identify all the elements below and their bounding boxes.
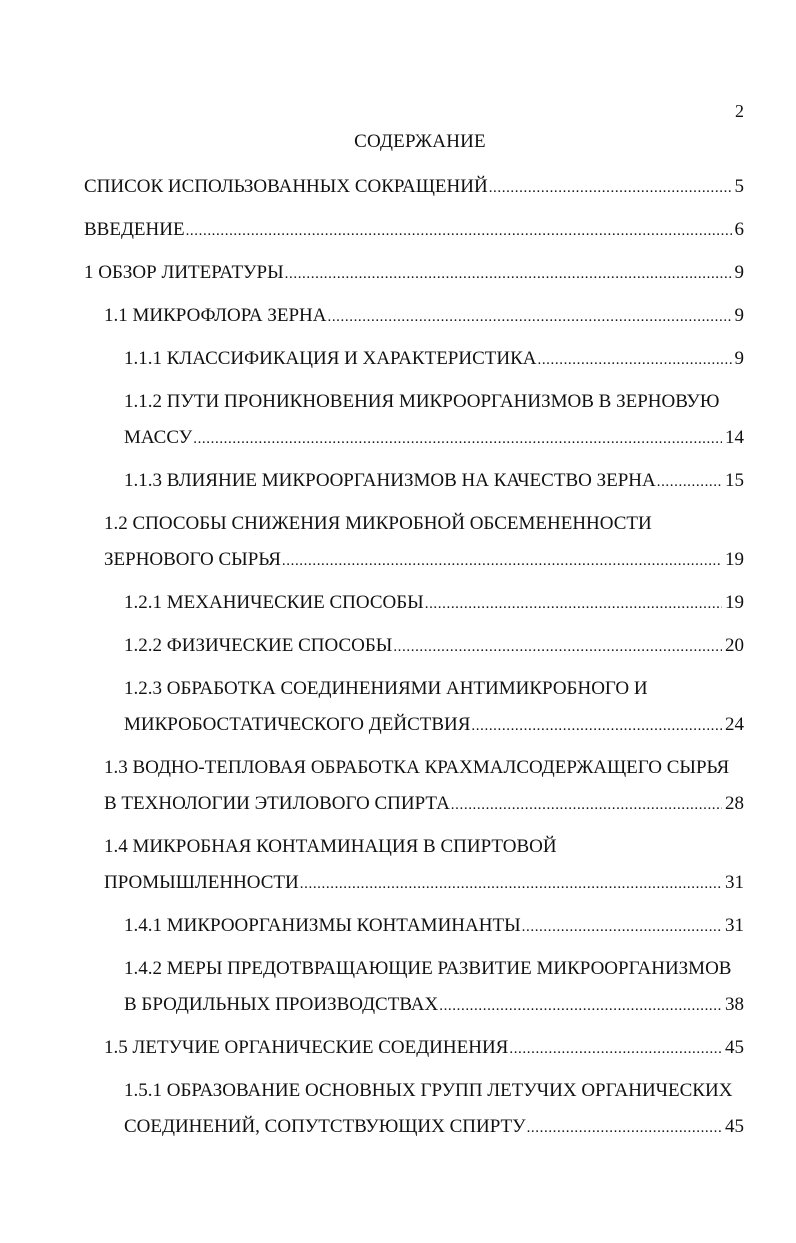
- toc-entry-label: 1.1.1 КЛАССИФИКАЦИЯ И ХАРАКТЕРИСТИКА: [124, 348, 537, 369]
- toc-leader-dots: [425, 593, 722, 615]
- toc-entry-label-line1: 1.2 СПОСОБЫ СНИЖЕНИЯ МИКРОБНОЙ ОБСЕМЕНЕННОСТИ: [104, 513, 652, 534]
- toc-entry-page: 14: [725, 427, 744, 448]
- toc-leader-dots: [522, 916, 722, 938]
- toc-entry-page: 24: [725, 714, 744, 735]
- toc-title: СОДЕРЖАНИЕ: [354, 131, 486, 152]
- toc-leader-dots: [489, 177, 732, 199]
- toc-leader-dots: [527, 1117, 722, 1139]
- toc-entry-label: В БРОДИЛЬНЫХ ПРОИЗВОДСТВАХ: [124, 994, 439, 1015]
- toc-leader-dots: [509, 1038, 722, 1060]
- toc-entry-label: 1.4.1 МИКРООРГАНИЗМЫ КОНТАМИНАНТЫ: [124, 915, 521, 936]
- toc-entry-label: МАССУ: [124, 427, 193, 448]
- toc-entry: [104, 872, 744, 895]
- toc-entry-label-line1: 1.4.2 МЕРЫ ПРЕДОТВРАЩАЮЩИЕ РАЗВИТИЕ МИКРООРГАНИЗМОВ: [124, 958, 732, 979]
- toc-entry: [124, 348, 744, 371]
- toc-entry-page: 9: [734, 305, 744, 326]
- toc-entry-page: 20: [725, 635, 744, 656]
- toc-entry-label-line1: 1.1.2 ПУТИ ПРОНИКНОВЕНИЯ МИКРООРГАНИЗМОВ В ЗЕРНОВУЮ: [124, 391, 720, 412]
- toc-entry: [84, 262, 744, 285]
- toc-entry-label: 1.2.1 МЕХАНИЧЕСКИЕ СПОСОБЫ: [124, 592, 424, 613]
- toc-entry-label-line1: 1.5.1 ОБРАЗОВАНИЕ ОСНОВНЫХ ГРУПП ЛЕТУЧИХ ОРГАНИЧЕСКИХ: [124, 1080, 733, 1101]
- toc-entry-page: 9: [734, 262, 744, 283]
- toc-entry-label-line1: 1.3 ВОДНО-ТЕПЛОВАЯ ОБРАБОТКА КРАХМАЛСОДЕРЖАЩЕГО СЫРЬЯ: [104, 757, 730, 778]
- toc-entry: [124, 714, 744, 737]
- toc-leader-dots: [657, 471, 722, 493]
- toc-entry-page: 5: [734, 176, 744, 197]
- toc-entry: [104, 549, 744, 572]
- page-number: 2: [735, 101, 744, 121]
- toc-entry-page: 28: [725, 793, 744, 814]
- toc-entry-page: 6: [734, 219, 744, 240]
- toc-entry: [124, 470, 744, 493]
- toc-leader-dots: [439, 995, 722, 1017]
- toc-entry: [84, 219, 744, 242]
- toc-entry-label: В ТЕХНОЛОГИИ ЭТИЛОВОГО СПИРТА: [104, 793, 450, 814]
- toc-entry-label-line1: 1.2.3 ОБРАБОТКА СОЕДИНЕНИЯМИ АНТИМИКРОБНОГО И: [124, 678, 648, 699]
- toc-entry-page: 45: [725, 1116, 744, 1137]
- toc-entry-page: 31: [725, 872, 744, 893]
- toc-entry-label: ПРОМЫШЛЕННОСТИ: [104, 872, 299, 893]
- toc-entry: [104, 1037, 744, 1060]
- toc-entry-label: МИКРОБОСТАТИЧЕСКОГО ДЕЙСТВИЯ: [124, 714, 471, 735]
- toc-entry: [124, 915, 744, 938]
- toc-entry-label: 1.1.3 ВЛИЯНИЕ МИКРООРГАНИЗМОВ НА КАЧЕСТВО ЗЕРНА: [124, 470, 656, 491]
- toc-leader-dots: [393, 636, 722, 658]
- toc-entry: [104, 793, 744, 816]
- toc-leader-dots: [300, 873, 722, 895]
- toc-leader-dots: [537, 349, 731, 371]
- toc-leader-dots: [186, 220, 732, 242]
- toc-entry: [84, 176, 744, 199]
- toc-leader-dots: [193, 428, 722, 450]
- toc-leader-dots: [282, 550, 722, 572]
- toc-entry-page: 19: [725, 592, 744, 613]
- toc-entry: [124, 592, 744, 615]
- toc-entry-page: 38: [725, 994, 744, 1015]
- toc-entry-page: 45: [725, 1037, 744, 1058]
- toc-entry: [124, 427, 744, 450]
- toc-entry-label: 1 ОБЗОР ЛИТЕРАТУРЫ: [84, 262, 284, 283]
- toc-entry-label: 1.2.2 ФИЗИЧЕСКИЕ СПОСОБЫ: [124, 635, 393, 656]
- toc-entry-page: 15: [725, 470, 744, 491]
- toc-entry-label: 1.5 ЛЕТУЧИЕ ОРГАНИЧЕСКИЕ СОЕДИНЕНИЯ: [104, 1037, 509, 1058]
- toc-entry-label: СОЕДИНЕНИЙ, СОПУТСТВУЮЩИХ СПИРТУ: [124, 1116, 526, 1137]
- toc-entry-label: ЗЕРНОВОГО СЫРЬЯ: [104, 549, 281, 570]
- toc-entry-label-line1: 1.4 МИКРОБНАЯ КОНТАМИНАЦИЯ В СПИРТОВОЙ: [104, 836, 557, 857]
- toc-entry-page: 31: [725, 915, 744, 936]
- toc-entry-page: 19: [725, 549, 744, 570]
- toc-entry: [104, 305, 744, 328]
- toc-entry-page: 9: [734, 348, 744, 369]
- toc-leader-dots: [471, 715, 722, 737]
- toc-entry: [124, 994, 744, 1017]
- toc-leader-dots: [451, 794, 722, 816]
- toc-leader-dots: [285, 263, 732, 285]
- toc-entry-label: СПИСОК ИСПОЛЬЗОВАННЫХ СОКРАЩЕНИЙ: [84, 176, 488, 197]
- toc-entry: [124, 635, 744, 658]
- toc-entry-label: 1.1 МИКРОФЛОРА ЗЕРНА: [104, 305, 327, 326]
- toc-entry: [124, 1116, 744, 1139]
- toc-entry-label: ВВЕДЕНИЕ: [84, 219, 185, 240]
- toc-leader-dots: [327, 306, 731, 328]
